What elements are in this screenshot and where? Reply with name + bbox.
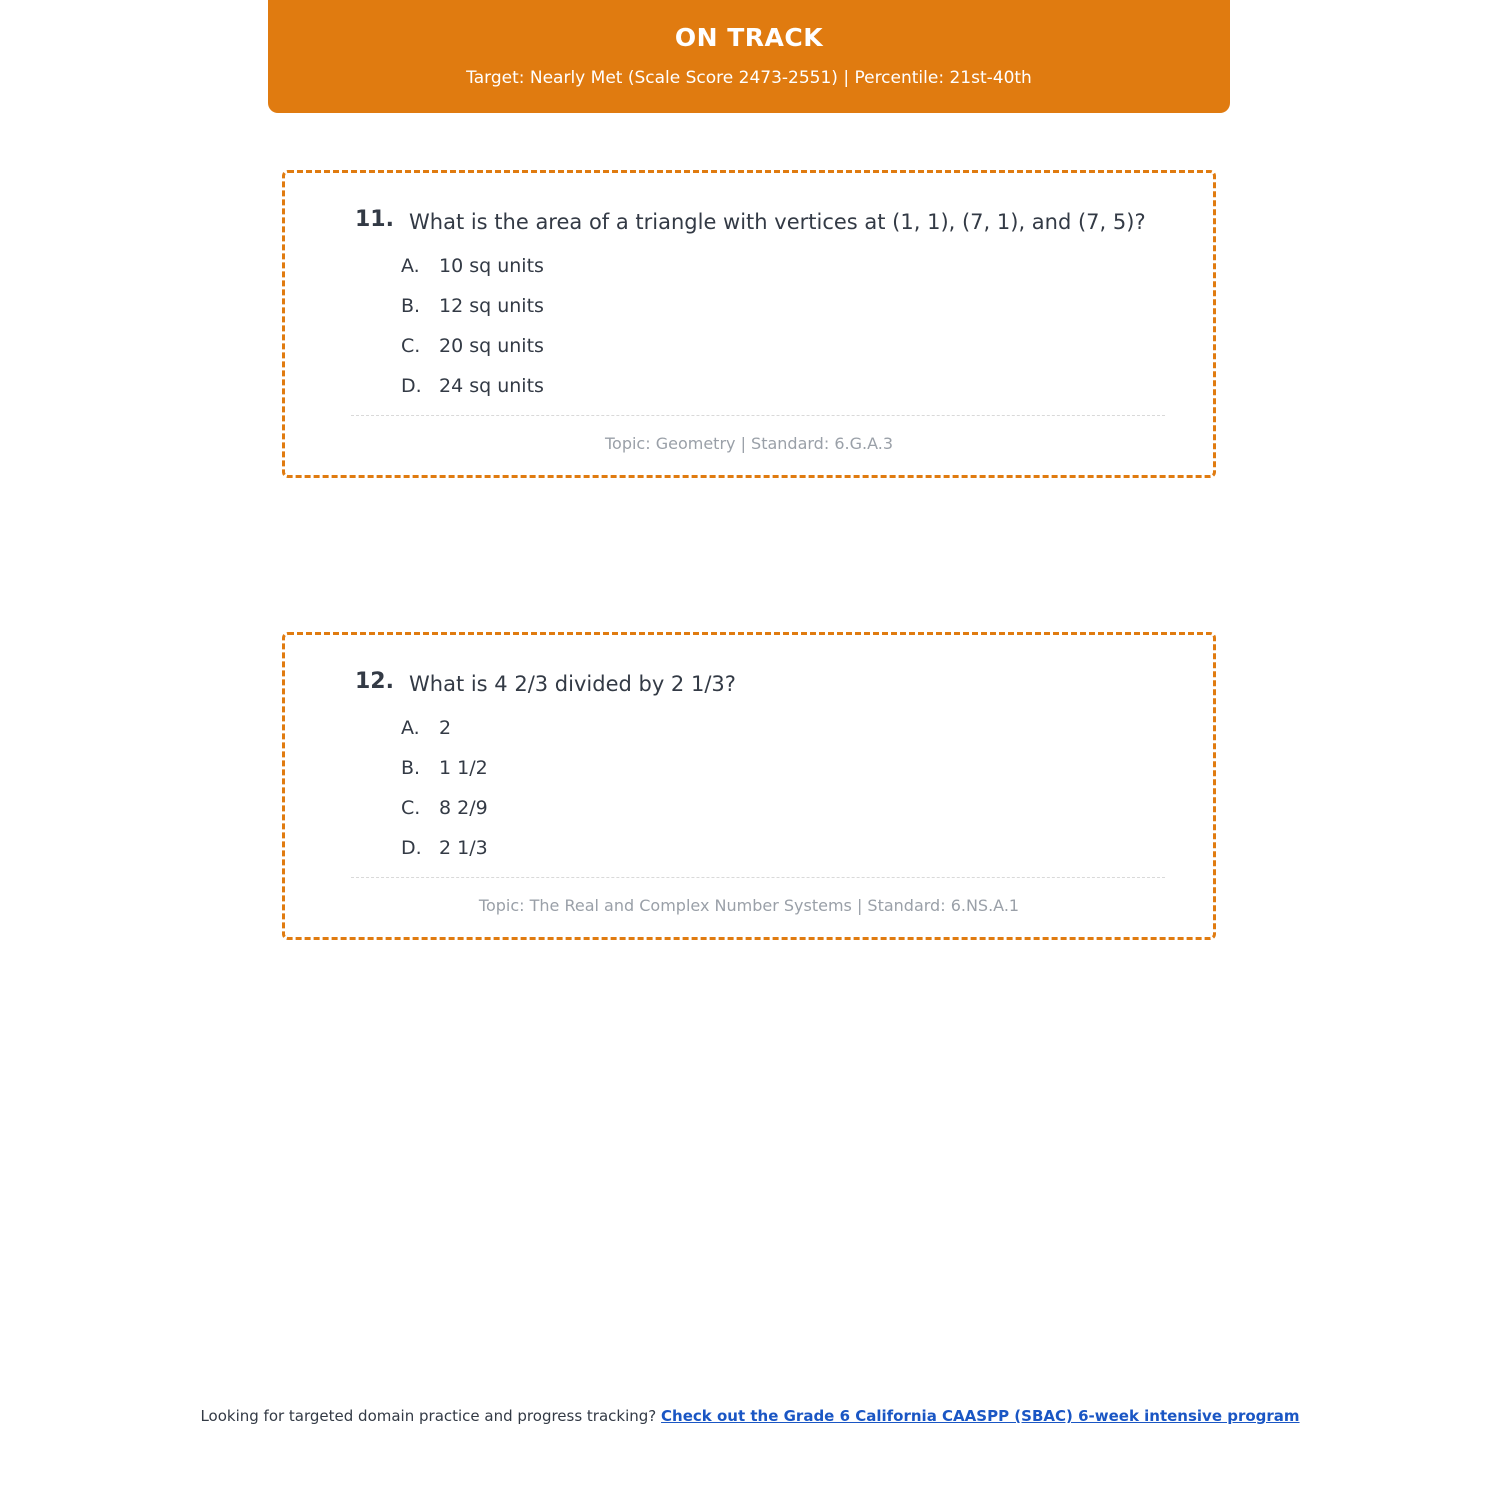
answer-option[interactable]: [401, 335, 1177, 357]
option-text: 12 sq units: [439, 295, 544, 318]
option-text: 10 sq units: [439, 255, 544, 278]
question-text: What is the area of a triangle with vertices at (1, 1), (7, 1), and (7, 5)?: [409, 210, 1146, 234]
option-text: 8 2/9: [439, 797, 488, 820]
answer-option[interactable]: [401, 295, 1177, 317]
question-header: [321, 207, 1177, 237]
question-meta: Topic: The Real and Complex Number Systems | Standard: 6.NS.A.1: [478, 896, 1020, 916]
answer-option[interactable]: [401, 797, 1177, 819]
option-letter: B.: [401, 295, 421, 318]
footer-prompt: Looking for targeted domain practice and progress tracking?: [200, 1407, 657, 1425]
option-text: 2: [439, 717, 452, 740]
option-text: 24 sq units: [439, 375, 544, 398]
question-meta: Topic: Geometry | Standard: 6.G.A.3: [604, 434, 893, 454]
question-card: [282, 170, 1216, 478]
question-text: What is 4 2/3 divided by 2 1/3?: [409, 672, 736, 696]
option-letter: D.: [401, 837, 422, 860]
answer-choices: [321, 717, 1177, 859]
status-banner: [268, 0, 1230, 113]
option-text: 20 sq units: [439, 335, 544, 358]
status-badge: ON TRACK: [674, 23, 824, 52]
answer-option[interactable]: [401, 255, 1177, 277]
answer-option[interactable]: [401, 717, 1177, 739]
answer-option[interactable]: [401, 757, 1177, 779]
option-letter: A.: [401, 255, 420, 278]
option-letter: B.: [401, 757, 421, 780]
answer-option[interactable]: [401, 837, 1177, 859]
answer-choices: [321, 255, 1177, 397]
option-text: 1 1/2: [439, 757, 488, 780]
program-link[interactable]: Check out the Grade 6 California CAASPP (SBAC) 6-week intensive program: [661, 1407, 1300, 1425]
question-number: 12.: [355, 669, 394, 694]
question-card: [282, 632, 1216, 940]
option-text: 2 1/3: [439, 837, 488, 860]
option-letter: C.: [401, 335, 421, 358]
question-number: 11.: [355, 207, 394, 232]
status-details: Target: Nearly Met (Scale Score 2473-2551) | Percentile: 21st-40th: [466, 67, 1032, 88]
footer: [0, 1405, 1500, 1428]
option-letter: D.: [401, 375, 422, 398]
option-letter: C.: [401, 797, 421, 820]
answer-option[interactable]: [401, 375, 1177, 397]
option-letter: A.: [401, 717, 420, 740]
question-header: [321, 669, 1177, 699]
